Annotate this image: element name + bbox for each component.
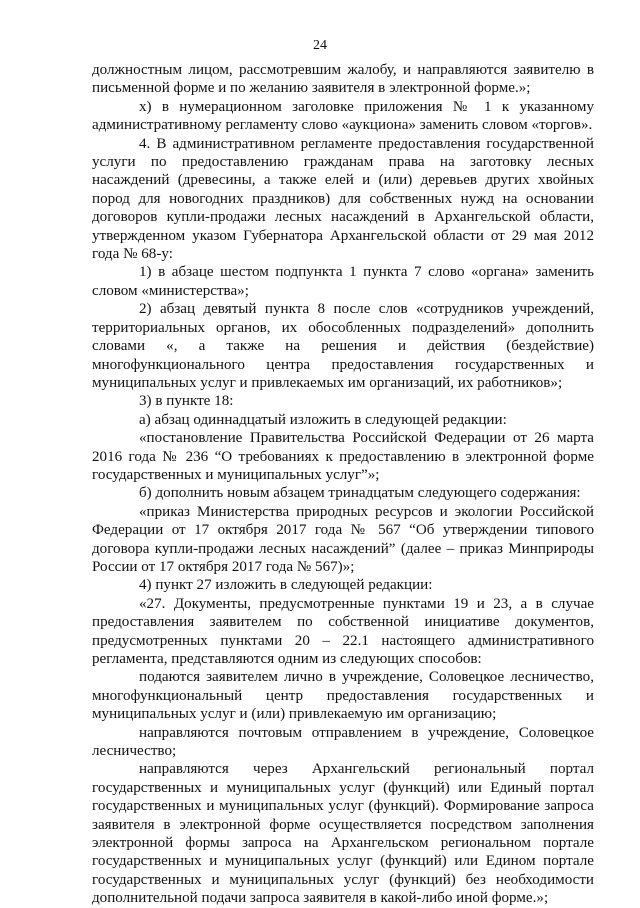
paragraph: а) абзац одиннадцатый изложить в следующей редакции: bbox=[139, 411, 507, 428]
paragraph: 4) пункт 27 изложить в следующей редакции: bbox=[139, 577, 433, 594]
paragraph: 3) в пункте 18: bbox=[139, 393, 234, 410]
paragraph: «постановление Правительства Российской Федерации от 26 марта 2016 года № 236 “О требованиях к предоставлению в электронной форме государственных и муниципальных услуг”»; bbox=[92, 430, 594, 483]
paragraph: должностным лицом, рассмотревшим жалобу, и направляются заявителю в письменной форме и по желанию заявителя в электронной форме.»; bbox=[92, 62, 594, 97]
paragraph: 4. В административном регламенте предоставления государственной услуги по предоставлению гражданам права на заготовку лесных насаждений (древесины, а также елей и (или) деревьев других хвойных пород для новогодних праздников) для собственных нужд на основании договоров купли-продажи лесных насаждений в Архангельской области, утвержденном указом Губернатора Архангельской области от 29 мая 2012 года № 68-у: bbox=[92, 135, 594, 263]
document-body bbox=[92, 61, 594, 908]
paragraph: х) в нумерационном заголовке приложения № 1 к указанному административному регламенту слово «аукциона» заменить словом «торгов». bbox=[92, 98, 594, 134]
paragraph: 1) в абзаце шестом подпункта 1 пункта 7 слово «органа» заменить словом «министерства»; bbox=[92, 264, 594, 299]
paragraph: б) дополнить новым абзацем тринадцатым следующего содержания: bbox=[139, 485, 581, 502]
paragraph: 2) абзац девятый пункта 8 после слов «сотрудников учреждений, территориальных органов, их обособленных подразделений» дополнить словами «, а также на решения и действия (бездействие) многофункционального центра предоставления государственных и муниципальных услуг и привлекаемых им организаций, их работников»; bbox=[92, 301, 594, 391]
paragraph: «27. Документы, предусмотренные пунктами 19 и 23, а в случае предоставления заявителем по собственной инициативе документов, предусмотренных пунктами 20 – 22.1 настоящего административного регламента, представляются одним из следующих способов: bbox=[92, 595, 594, 667]
page-number: 24 bbox=[313, 38, 327, 53]
paragraph: подаются заявителем лично в учреждение, Соловецкое лесничество, многофункциональный центр предоставления государственных и муниципальных услуг и (или) привлекаемую им организацию; bbox=[92, 669, 594, 723]
paragraph: направляются через Архангельский региональный портал государственных и муниципальных услуг (функций) или Единый портал государственных и муниципальных услуг (функций). Формирование запроса заявителя в электронной форме осуществляется посредством заполнения электронной формы запроса на Архангельском региональном портале государственных и муниципальных услуг (функций) или Едином портале государственных и муниципальных услуг (функций) без необходимости дополнительной подачи запроса заявителя в какой-либо иной форме.»; bbox=[92, 761, 594, 907]
paragraph: направляются почтовым отправлением в учреждение, Соловецкое лесничество; bbox=[92, 724, 594, 760]
paragraph: «приказ Министерства природных ресурсов и экологии Российской Федерации от 17 октября 2017 года № 567 “Об утверждении типового договора купли-продажи лесных насаждений” (далее – приказ Минприроды России от 17 октября 2017 года № 567)»; bbox=[92, 503, 594, 575]
